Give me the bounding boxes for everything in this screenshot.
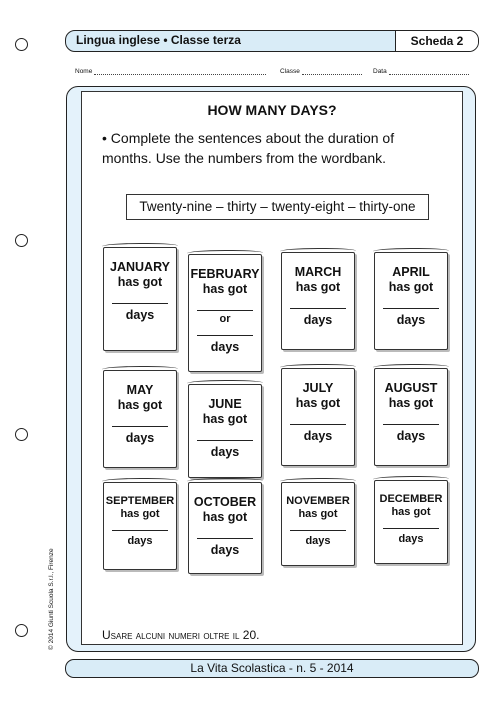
answer-line[interactable]	[290, 530, 346, 531]
header-title: Lingua inglese • Classe terza	[76, 33, 241, 47]
has-got-text: has got	[295, 396, 341, 410]
has-got-text: has got	[388, 280, 434, 294]
note-text: Usare alcuni numeri oltre il 20.	[102, 628, 260, 642]
worksheet-frame	[66, 86, 476, 652]
month-card-october	[188, 482, 262, 574]
binder-hole-1	[15, 38, 28, 51]
month-card-july	[281, 368, 355, 466]
month-name: MARCH	[294, 265, 342, 279]
answer-line[interactable]	[290, 424, 346, 425]
copyright-text: © 2014 Giunti Scuola S.r.l., Firenze	[48, 548, 55, 650]
or-text: or	[219, 313, 231, 325]
has-got-text: has got	[295, 280, 341, 294]
header-scheda: Scheda 2	[395, 31, 478, 51]
data-label: Data	[373, 68, 387, 75]
binder-hole-3	[15, 428, 28, 441]
month-card-november	[281, 482, 355, 566]
month-name: APRIL	[392, 265, 430, 279]
worksheet-panel	[81, 91, 463, 645]
month-name: JANUARY	[110, 260, 170, 274]
binder-hole-2	[15, 234, 28, 247]
answer-line[interactable]	[112, 530, 168, 531]
days-text: days	[305, 535, 331, 547]
days-text: days	[127, 535, 153, 547]
has-got-text: has got	[120, 508, 160, 520]
answer-line[interactable]	[112, 426, 168, 427]
days-text: days	[396, 429, 426, 443]
month-card-march	[281, 252, 355, 350]
classe-label: Classe	[280, 68, 300, 75]
answer-line[interactable]	[197, 335, 253, 336]
data-field[interactable]	[389, 68, 469, 75]
month-card-september	[103, 482, 177, 570]
days-text: days	[396, 313, 426, 327]
month-card-april	[374, 252, 448, 350]
has-got-text: has got	[117, 275, 163, 289]
month-name: NOVEMBER	[286, 495, 350, 507]
month-name: FEBRUARY	[190, 267, 260, 281]
month-card-june	[188, 384, 262, 478]
month-card-august	[374, 368, 448, 466]
answer-line[interactable]	[290, 308, 346, 309]
has-got-text: has got	[202, 282, 248, 296]
answer-line[interactable]	[383, 308, 439, 309]
classe-field[interactable]	[302, 68, 362, 75]
wordbank-box: Twenty-nine – thirty – twenty-eight – thirty-one	[126, 194, 429, 220]
instruction-text: • Complete the sentences about the duration of months. Use the numbers from the wordbank.	[102, 130, 395, 166]
days-text: days	[125, 431, 155, 445]
month-name: DECEMBER	[379, 493, 443, 505]
month-name: JULY	[302, 381, 334, 395]
has-got-text: has got	[202, 412, 248, 426]
has-got-text: has got	[117, 398, 163, 412]
has-got-text: has got	[298, 508, 338, 520]
month-card-december	[374, 480, 448, 564]
month-name: JUNE	[208, 397, 242, 411]
has-got-text: has got	[391, 506, 431, 518]
page-header	[65, 30, 479, 52]
answer-line[interactable]	[197, 310, 253, 311]
answer-line[interactable]	[197, 538, 253, 539]
nome-label: Nome	[75, 68, 93, 75]
binder-hole-4	[15, 624, 28, 637]
has-got-text: has got	[388, 396, 434, 410]
nome-field[interactable]	[94, 68, 266, 75]
answer-line[interactable]	[197, 440, 253, 441]
month-name: SEPTEMBER	[105, 495, 175, 507]
month-card-may	[103, 370, 177, 468]
days-text: days	[303, 429, 333, 443]
has-got-text: has got	[202, 510, 248, 524]
answer-line[interactable]	[112, 303, 168, 304]
days-text: days	[210, 445, 240, 459]
answer-line[interactable]	[383, 528, 439, 529]
month-name: OCTOBER	[193, 495, 257, 509]
month-name: MAY	[126, 383, 154, 397]
days-text: days	[125, 308, 155, 322]
month-card-january	[103, 247, 177, 351]
days-text: days	[210, 340, 240, 354]
month-name: AUGUST	[384, 381, 438, 395]
month-card-february	[188, 254, 262, 372]
days-text: days	[303, 313, 333, 327]
worksheet-title: HOW MANY DAYS?	[207, 102, 337, 118]
days-text: days	[398, 533, 424, 545]
answer-line[interactable]	[383, 424, 439, 425]
page-footer: La Vita Scolastica - n. 5 - 2014	[65, 659, 479, 678]
days-text: days	[210, 543, 240, 557]
